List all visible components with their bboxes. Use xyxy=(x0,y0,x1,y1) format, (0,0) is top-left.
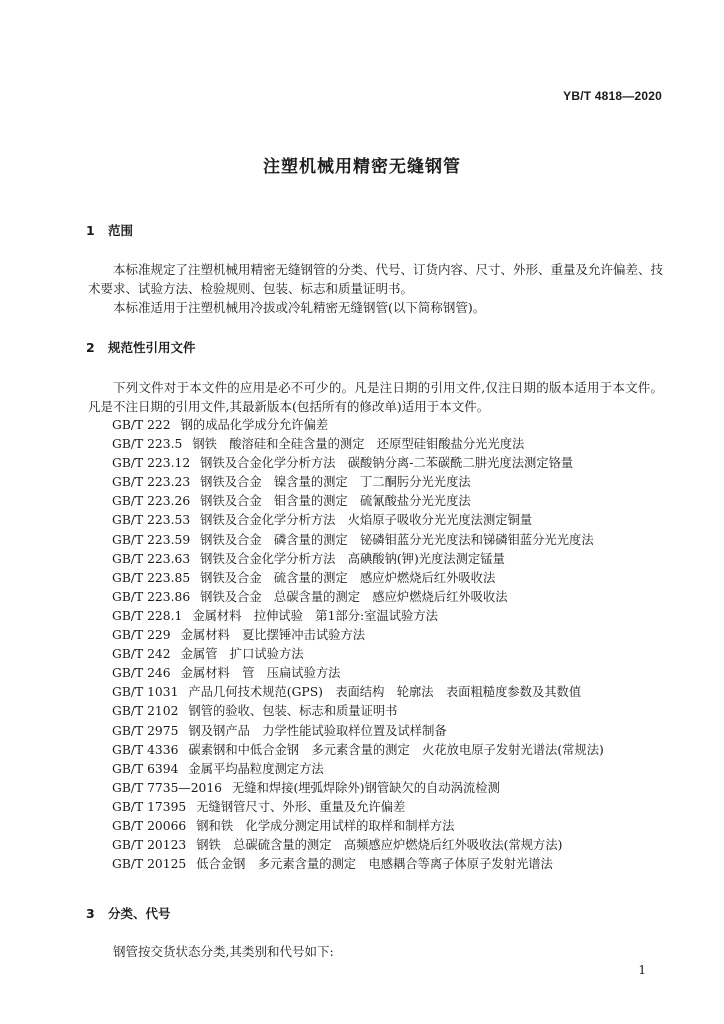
reference-title: 无缝钢管尺寸、外形、重量及允许偏差 xyxy=(196,799,406,814)
standard-code: YB/T 4818—2020 xyxy=(563,89,662,103)
section-2-number: 2 xyxy=(86,340,95,355)
reference-title: 低合金钢 多元素含量的测定 电感耦合等离子体原子发射光谱法 xyxy=(196,857,553,872)
reference-item xyxy=(112,702,672,721)
reference-title: 钢铁及合金 总碳含量的测定 感应炉燃烧后红外吸收法 xyxy=(200,589,508,604)
reference-item xyxy=(112,741,672,760)
reference-title: 钢铁及合金 镍含量的测定 丁二酮肟分光光度法 xyxy=(200,475,471,490)
reference-item xyxy=(112,626,672,645)
section-1-number: 1 xyxy=(86,223,95,238)
reference-title: 钢铁及合金 钼含量的测定 硫氰酸盐分光光度法 xyxy=(200,494,471,509)
reference-code: GB/T 223.23 xyxy=(112,475,191,490)
section-2-title: 规范性引用文件 xyxy=(108,340,196,355)
reference-title: 产品几何技术规范(GPS) 表面结构 轮廓法 表面粗糙度参数及其数值 xyxy=(188,685,582,700)
reference-title: 钢铁 酸溶硅和全硅含量的测定 还原型硅钼酸盐分光光度法 xyxy=(192,437,525,452)
reference-code: GB/T 20125 xyxy=(112,857,187,872)
page-number: 1 xyxy=(638,963,646,977)
reference-code: GB/T 223.86 xyxy=(112,589,191,604)
reference-item xyxy=(112,855,672,874)
reference-code: GB/T 222 xyxy=(112,418,171,432)
normative-references-list xyxy=(112,416,672,874)
reference-item xyxy=(112,722,672,741)
reference-item xyxy=(112,550,672,569)
reference-item xyxy=(112,760,672,779)
reference-item xyxy=(112,683,672,702)
reference-code: GB/T 228.1 xyxy=(112,608,183,623)
reference-code: GB/T 223.59 xyxy=(112,532,191,547)
reference-code: GB/T 20066 xyxy=(112,818,187,833)
reference-item xyxy=(112,569,672,588)
reference-title: 无缝和焊接(埋弧焊除外)钢管缺欠的自动涡流检测 xyxy=(232,780,500,795)
reference-code: GB/T 20123 xyxy=(112,838,187,853)
reference-code: GB/T 2975 xyxy=(112,723,179,738)
reference-item xyxy=(112,607,672,626)
reference-code: GB/T 246 xyxy=(112,666,171,681)
reference-title: 钢铁 总碳硫含量的测定 高频感应炉燃烧后红外吸收法(常规方法) xyxy=(196,838,563,853)
reference-title: 钢和铁 化学成分测定用试样的取样和制样方法 xyxy=(196,818,455,833)
reference-code: GB/T 223.5 xyxy=(112,437,183,452)
section-3-heading xyxy=(86,904,171,922)
section-2-intro: 下列文件对于本文件的应用是必不可少的。凡是注日期的引用文件,仅注日期的版本适用于本文件。凡是不注日期的引用文件,其最新版本(包括所有的修改单)适用于本文件。 xyxy=(88,380,663,414)
reference-code: GB/T 7735—2016 xyxy=(112,780,222,795)
reference-title: 钢管的验收、包装、标志和质量证明书 xyxy=(188,704,398,719)
section-3-number: 3 xyxy=(86,906,95,921)
reference-code: GB/T 6394 xyxy=(112,761,179,776)
reference-code: GB/T 223.26 xyxy=(112,494,191,509)
section-1-paragraph-1: 本标准规定了注塑机械用精密无缝钢管的分类、代号、订货内容、尺寸、外形、重量及允许偏差、技术要求、试验方法、检验规则、包装、标志和质量证明书。 xyxy=(88,262,664,296)
section-2-heading xyxy=(86,338,196,356)
reference-item xyxy=(112,645,672,664)
section-3-title: 分类、代号 xyxy=(108,906,171,921)
reference-title: 金属材料 夏比摆锤冲击试验方法 xyxy=(180,628,366,643)
reference-item xyxy=(112,779,672,798)
reference-title: 金属平均晶粒度测定方法 xyxy=(188,761,324,776)
reference-item xyxy=(112,817,672,836)
reference-item xyxy=(112,492,672,511)
reference-code: GB/T 2102 xyxy=(112,704,179,719)
reference-code: GB/T 242 xyxy=(112,647,171,662)
section-1-title: 范围 xyxy=(108,223,134,238)
reference-title: 金属管 扩口试验方法 xyxy=(180,647,304,662)
reference-code: GB/T 1031 xyxy=(112,685,179,700)
reference-item xyxy=(112,798,672,817)
reference-item xyxy=(112,531,672,550)
reference-code: GB/T 223.63 xyxy=(112,551,191,566)
reference-code: GB/T 229 xyxy=(112,628,171,643)
reference-item xyxy=(112,664,672,683)
reference-item xyxy=(112,511,672,530)
reference-title: 金属材料 拉伸试验 第1部分:室温试验方法 xyxy=(192,608,438,623)
reference-title: 钢铁及合金 磷含量的测定 铋磷钼蓝分光光度法和锑磷钼蓝分光光度法 xyxy=(200,532,594,547)
reference-title: 钢及钢产品 力学性能试验取样位置及试样制备 xyxy=(188,723,447,738)
reference-title: 钢的成品化学成分允许偏差 xyxy=(180,418,329,432)
reference-item xyxy=(112,435,672,454)
reference-title: 钢铁及合金化学分析方法 高碘酸钠(钾)光度法测定锰量 xyxy=(200,551,505,566)
reference-item xyxy=(112,588,672,607)
reference-code: GB/T 223.12 xyxy=(112,456,191,471)
reference-title: 钢铁及合金化学分析方法 碳酸钠分离-二苯碳酰二肼光度法测定铬量 xyxy=(200,456,574,471)
reference-code: GB/T 223.53 xyxy=(112,513,191,528)
reference-item xyxy=(112,454,672,473)
reference-code: GB/T 4336 xyxy=(112,742,179,757)
section-1-paragraph-2: 本标准适用于注塑机械用冷拔或冷轧精密无缝钢管(以下简称钢管)。 xyxy=(113,300,486,315)
reference-title: 金属材料 管 压扁试验方法 xyxy=(180,666,341,681)
document-title: 注塑机械用精密无缝钢管 xyxy=(263,157,461,177)
reference-code: GB/T 223.85 xyxy=(112,570,191,585)
reference-title: 碳素钢和中低合金钢 多元素含量的测定 火花放电原子发射光谱法(常规法) xyxy=(188,742,604,757)
reference-title: 钢铁及合金 硫含量的测定 感应炉燃烧后红外吸收法 xyxy=(200,570,496,585)
reference-item xyxy=(112,416,672,435)
section-1-heading xyxy=(86,221,133,239)
reference-item xyxy=(112,836,672,855)
reference-title: 钢铁及合金化学分析方法 火焰原子吸收分光光度法测定铜量 xyxy=(200,513,533,528)
reference-code: GB/T 17395 xyxy=(112,799,187,814)
section-3-paragraph-1: 钢管按交货状态分类,其类别和代号如下: xyxy=(113,944,334,959)
reference-item xyxy=(112,473,672,492)
